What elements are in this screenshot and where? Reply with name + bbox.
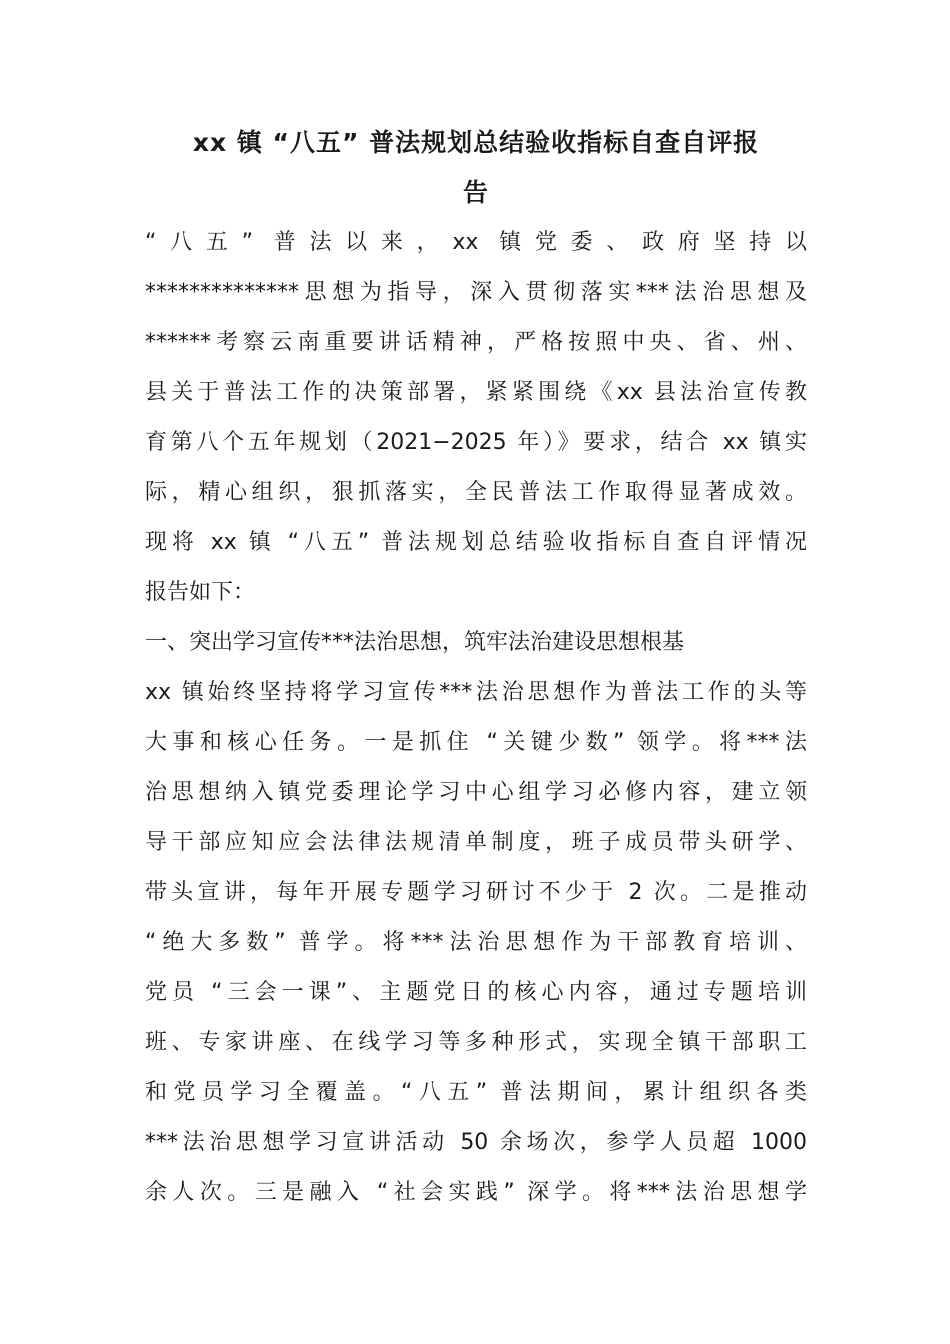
body-line: 班、专家讲座、在线学习等多种形式，实现全镇干部职工 [145,1030,807,1055]
title-line-2: 告 [462,178,489,207]
body-line: 县关于普法工作的决策部署，紧紧围绕《xx 县法治宣传教 [145,380,807,405]
body-line: 报告如下： [145,580,256,605]
body-line: 育第八个五年规划（2021−2025 年）》要求，结合 xx 镇实 [145,430,807,455]
body-line: 际，精心组织，狠抓落实，全民普法工作取得显著成效。 [145,480,807,505]
body-line: **************思想为指导，深入贯彻落实***法治思想及 [145,280,807,305]
body-line: “绝大多数” 普学。将***法治思想作为干部教育培训、 [145,930,807,955]
body-line: 余人次。三是融入 “社会实践” 深学。将***法治思想学 [145,1180,807,1205]
title-line-1: xx 镇 “八五” 普法规划总结验收指标自查自评报 [192,128,760,157]
body-line: 和党员学习全覆盖。“八五” 普法期间，累计组织各类 [145,1080,807,1105]
body-line: 带头宣讲，每年开展专题学习研讨不少于 2 次。二是推动 [145,880,807,905]
body-line: 党员 “三会一课”、主题党日的核心内容，通过专题培训 [145,980,807,1005]
body-line: “八五” 普法以来，xx 镇党委、政府坚持以 [145,230,807,255]
body-line: ***法治思想学习宣讲活动 50 余场次，参学人员超 1000 [145,1130,807,1155]
body-line: ******考察云南重要讲话精神，严格按照中央、省、州、 [145,330,807,355]
document-title [145,118,807,218]
section-heading: 一、突出学习宣传***法治思想，筑牢法治建设思想根基 [145,630,685,655]
body-line: xx 镇始终坚持将学习宣传***法治思想作为普法工作的头等 [145,680,807,705]
body-line: 大事和核心任务。一是抓住 “关键少数” 领学。将***法 [145,730,807,755]
document-body [145,218,807,1218]
body-line: 现将 xx 镇 “八五” 普法规划总结验收指标自查自评情况 [145,530,807,555]
body-line: 治思想纳入镇党委理论学习中心组学习必修内容，建立领 [145,780,807,805]
body-line: 导干部应知应会法律法规清单制度，班子成员带头研学、 [145,830,807,855]
